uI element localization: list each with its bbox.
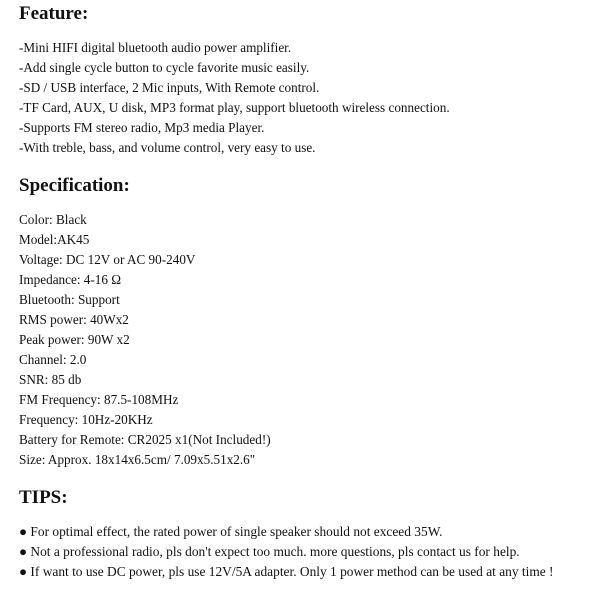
- tip-item: ● If want to use DC power, pls use 12V/5A adapter. Only 1 power method can be used at any time !: [19, 564, 554, 579]
- feature-item: -Add single cycle button to cycle favorite music easily.: [19, 60, 310, 75]
- tips-heading: TIPS:: [19, 487, 68, 508]
- spec-item-impedance: Impedance: 4-16 Ω: [19, 272, 122, 287]
- tip-item: ● Not a professional radio, pls don't expect too much. more questions, pls contact us for help.: [19, 544, 520, 559]
- feature-item: -Mini HIFI digital bluetooth audio power amplifier.: [19, 40, 292, 55]
- feature-item: -With treble, bass, and volume control, very easy to use.: [19, 140, 316, 155]
- spec-item-voltage: Voltage: DC 12V or AC 90-240V: [19, 252, 196, 267]
- tips-list: [19, 522, 554, 582]
- feature-item: -Supports FM stereo radio, Mp3 media Player.: [19, 120, 265, 135]
- spec-item-rms-power: RMS power: 40Wx2: [19, 312, 129, 327]
- spec-item-bluetooth: Bluetooth: Support: [19, 292, 120, 307]
- spec-item-size: Size: Approx. 18x14x6.5cm/ 7.09x5.51x2.6": [19, 452, 256, 467]
- specification-heading: Specification:: [19, 175, 130, 196]
- spec-item-color: Color: Black: [19, 212, 87, 227]
- spec-item-peak-power: Peak power: 90W x2: [19, 332, 130, 347]
- spec-item-snr: SNR: 85 db: [19, 372, 82, 387]
- spec-item-channel: Channel: 2.0: [19, 352, 87, 367]
- feature-item: -TF Card, AUX, U disk, MP3 format play, support bluetooth wireless connection.: [19, 100, 450, 115]
- feature-heading: Feature:: [19, 3, 89, 24]
- spec-item-model: Model:AK45: [19, 232, 90, 247]
- spec-item-fm-frequency: FM Frequency: 87.5-108MHz: [19, 392, 179, 407]
- spec-item-battery: Battery for Remote: CR2025 x1(Not Included!): [19, 432, 271, 447]
- tip-item: ● For optimal effect, the rated power of single speaker should not exceed 35W.: [19, 524, 443, 539]
- feature-list: [19, 38, 450, 158]
- feature-item: -SD / USB interface, 2 Mic inputs, With Remote control.: [19, 80, 320, 95]
- specification-list: [19, 210, 271, 470]
- spec-item-frequency: Frequency: 10Hz-20KHz: [19, 412, 153, 427]
